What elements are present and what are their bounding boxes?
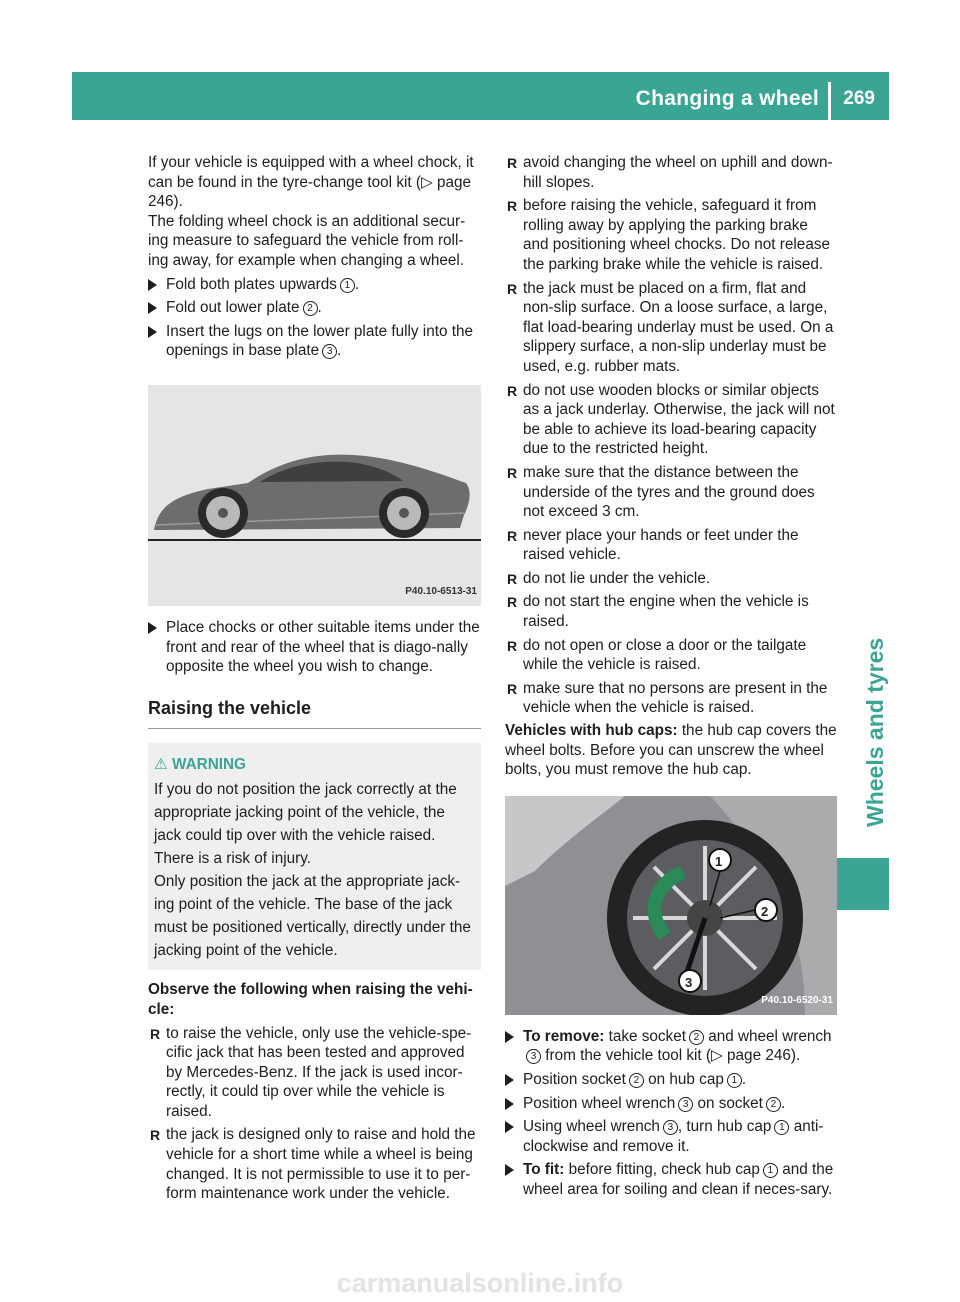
bullet-icon: R [507, 280, 518, 297]
warning-text-2: Only position the jack at the appropriate jack-ing point of the vehicle. The base of the jack must be positioned vertically, directly under the jacking point of the vehicle. [154, 873, 471, 960]
list-item: R do not use wooden blocks or similar objects as a jack underlay. Otherwise, the jack will not be able to achieve its load-bearing capacity due to the restricted height. [507, 381, 835, 458]
callout-2-marker: 2 [761, 903, 769, 919]
car-side-illustration [148, 385, 481, 606]
callout-3-icon: 3 [526, 1049, 541, 1064]
list-item: R the jack must be placed on a firm, flat and non-slip surface. On a loose surface, a large, flat load-bearing underlay must be used. On a slippery surface, a non-slip underlay must be used, e.g. rubber mats. [507, 279, 834, 375]
callout-3-icon: 3 [663, 1120, 678, 1135]
callout-1-icon: 1 [774, 1120, 789, 1135]
callout-2-icon: 2 [629, 1073, 644, 1088]
bullet-icon: R [507, 680, 518, 697]
list-item: R before raising the vehicle, safeguard it from rolling away by applying the parking brake and positioning wheel chocks. Do not release the parking brake while the vehicle is raised. [507, 197, 830, 273]
section-tab [837, 632, 889, 832]
chapter-title: Changing a wheel [635, 87, 819, 110]
header-divider [828, 82, 831, 120]
section-marker [837, 858, 889, 910]
bullet-icon: R [507, 198, 518, 215]
warning-box [148, 743, 481, 970]
callout-2-icon: 2 [303, 301, 318, 316]
step-arrow-icon [505, 1074, 514, 1086]
callout-1-icon: 1 [763, 1163, 778, 1178]
bullet-icon: R [507, 570, 518, 587]
list-item: R do not lie under the vehicle. [505, 569, 837, 589]
step-arrow-icon [148, 279, 157, 291]
list-item: R the jack is designed only to raise and hold the vehicle for a short time while a wheel is being changed. It is not permissible to use it to per-form maintenance work under the vehicle. [150, 1126, 476, 1203]
step-position-wrench: Position wheel wrench 3 on socket 2 . [505, 1094, 837, 1114]
car-side-figure [148, 385, 481, 606]
callout-1-icon: 1 [727, 1073, 742, 1088]
observe-heading: Observe the following when raising the vehi-cle: [148, 981, 473, 1018]
bullet-icon: R [507, 637, 518, 654]
callout-3-icon: 3 [678, 1097, 693, 1112]
step-arrow-icon [148, 326, 157, 338]
step-insert-lugs: Insert the lugs on the lower plate fully into the openings in base plate 3 . [148, 322, 481, 361]
bullet-icon: R [150, 1127, 161, 1144]
page-header [72, 72, 889, 120]
bullet-icon: R [507, 527, 518, 544]
step-arrow-icon [505, 1098, 514, 1110]
page-number: 269 [843, 88, 875, 109]
callout-2-icon: 2 [689, 1030, 704, 1045]
warning-text-1: If you do not position the jack correctly at the appropriate jacking point of the vehicle, the jack could tip over with the vehicle raised. There is a risk of injury. [154, 781, 457, 868]
bullet-icon: R [507, 594, 518, 611]
step-place-chocks: Place chocks or other suitable items under the front and rear of the wheel that is diago-nally opposite the wheel you wish to change. [148, 618, 481, 677]
step-to-fit: To fit: before fitting, check hub cap 1 and the wheel area for soiling and clean if neces-sary. [505, 1160, 837, 1199]
warning-triangle-icon: ⚠ [154, 756, 168, 774]
step-arrow-icon [505, 1164, 514, 1176]
section-tab-label: Wheels and tyres [862, 637, 888, 827]
callout-3-marker: 3 [685, 974, 693, 990]
step-arrow-icon [505, 1031, 514, 1043]
hubcap-figure [505, 796, 837, 1015]
figure-code: P40.10-6520-31 [761, 995, 833, 1007]
bullet-icon: R [507, 464, 518, 481]
hubcap-illustration [505, 796, 837, 1015]
list-item: R never place your hands or feet under the raised vehicle. [507, 526, 799, 564]
section-heading: Raising the vehicle [148, 699, 481, 730]
step-arrow-icon [148, 302, 157, 314]
bullet-icon: R [507, 155, 518, 171]
right-column [505, 153, 837, 1200]
callout-1-icon: 1 [340, 278, 355, 293]
step-fold-plates: Fold both plates upwards 1 . [148, 275, 481, 295]
step-arrow-icon [148, 622, 157, 634]
watermark: carmanualsonline.info [336, 1268, 624, 1298]
list-item: R do not open or close a door or the tailgate while the vehicle is raised. [507, 636, 807, 674]
step-to-remove: To remove: take socket 2 and wheel wrench 3 from the vehicle tool kit (▷ page 246). [505, 1027, 837, 1066]
list-item: R avoid changing the wheel on uphill and down-hill slopes. [507, 154, 833, 191]
list-item: R make sure that no persons are present in the vehicle when the vehicle is raised. [507, 679, 828, 717]
warning-heading: ⚠ WARNING [154, 753, 475, 776]
step-fold-out-plate: Fold out lower plate 2 . [148, 298, 481, 318]
bullet-icon: R [507, 382, 518, 399]
figure-code: P40.10-6513-31 [405, 586, 477, 598]
hubcap-paragraph: Vehicles with hub caps: the hub cap covers the wheel bolts. Before you can unscrew the wheel bolts, you must remove the hub cap. [505, 722, 837, 779]
step-turn-hub-cap: Using wheel wrench 3 , turn hub cap 1 anti-clockwise and remove it. [505, 1117, 837, 1156]
callout-3-icon: 3 [322, 344, 337, 359]
callout-2-icon: 2 [766, 1097, 781, 1112]
list-item: R do not start the engine when the vehicle is raised. [507, 593, 809, 631]
left-column [148, 153, 481, 1204]
intro-paragraph-2: The folding wheel chock is an additional secur-ing measure to safeguard the vehicle from roll-ing away, for example when changing a wheel. [148, 212, 466, 269]
step-arrow-icon [505, 1121, 514, 1133]
callout-1-marker: 1 [715, 853, 723, 869]
bullet-icon: R [150, 1025, 161, 1042]
list-item: R make sure that the distance between the underside of the tyres and the ground does not exceed 3 cm. [507, 463, 815, 521]
step-position-socket: Position socket 2 on hub cap 1 . [505, 1070, 837, 1090]
intro-paragraph-1: If your vehicle is equipped with a wheel chock, it can be found in the tyre-change tool kit (▷ page 246). [148, 154, 474, 211]
list-item: R to raise the vehicle, only use the vehicle-spe-cific jack that has been tested and approved by Mercedes-Benz. If the jack is used incor-rectly, it could tip over while the vehicle is raised. [150, 1024, 472, 1120]
